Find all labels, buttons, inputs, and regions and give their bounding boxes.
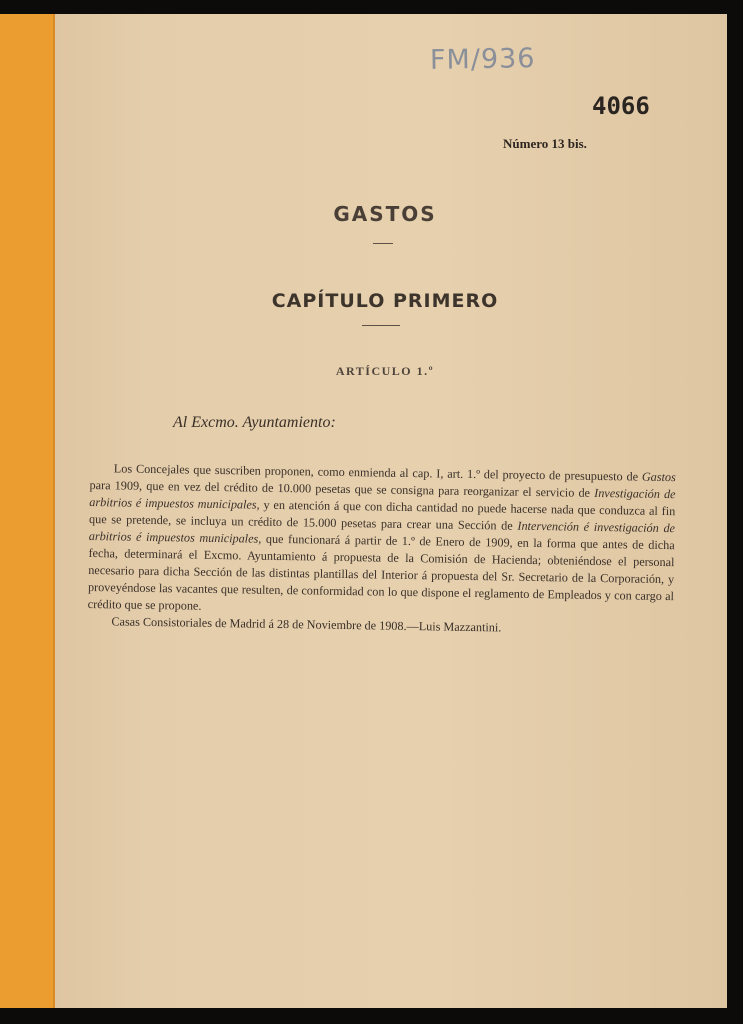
article-heading: ARTÍCULO 1.º bbox=[335, 364, 435, 378]
chapter-title: CAPÍTULO PRIMERO bbox=[271, 290, 499, 312]
closing-signature: Casas Consistoriales de Madrid á 28 de Noviembre de 1908.—Luis Mazzantini. bbox=[111, 614, 502, 635]
italic-term: Investigación de arbitrios é impuestos municipales, bbox=[89, 485, 676, 512]
amendment-paragraph bbox=[88, 460, 676, 622]
italic-term: Gastos bbox=[641, 469, 676, 485]
body-text-segment: para 1909, que en vez del crédito de 10.000 pesetas que se consigna para reorganizar el servicio de bbox=[89, 477, 595, 500]
document-page bbox=[0, 14, 727, 1008]
section-title: GASTOS bbox=[333, 202, 437, 226]
italic-term: Intervención é investigación de arbitrios é impuestos municipales, bbox=[88, 518, 676, 546]
title-divider bbox=[373, 243, 393, 244]
chapter-divider bbox=[362, 325, 400, 326]
binding-strip bbox=[0, 14, 55, 1008]
salutation: Al Excmo. Ayuntamiento: bbox=[173, 414, 336, 431]
body-text-segment: y en atención á que con dicha cantidad no puede hacerse nada que conduzca al fin que se pretende, se incluya un crédito de 15.000 pesetas para crear una Sección de bbox=[88, 497, 676, 533]
document-number: Número 13 bis. bbox=[503, 136, 587, 151]
stamped-number: 4066 bbox=[592, 92, 650, 120]
letter-body bbox=[87, 460, 676, 639]
body-text-segment: que funcionará á partir de 1.º de Enero de 1909, en la forma que antes de dicha fecha, determinará el Excmo. Ayuntamiento á propuesta de la Comisión de Hacienda; obteniéndose el personal necesario para dicha Sección de las distintas plantillas del Interior á propuesta del Sr. Secretario de la Corporación, y proveyéndose las vacantes que resulten, de conformidad con lo que dispone el reglamento de Empleados y con cargo al crédito que se propone. bbox=[87, 531, 675, 613]
handwritten-shelfmark: FM/936 bbox=[429, 43, 536, 76]
body-text-segment: Los Concejales que suscriben proponen, como enmienda al cap. I, art. 1.º del proyecto de presupuesto de bbox=[113, 461, 643, 484]
